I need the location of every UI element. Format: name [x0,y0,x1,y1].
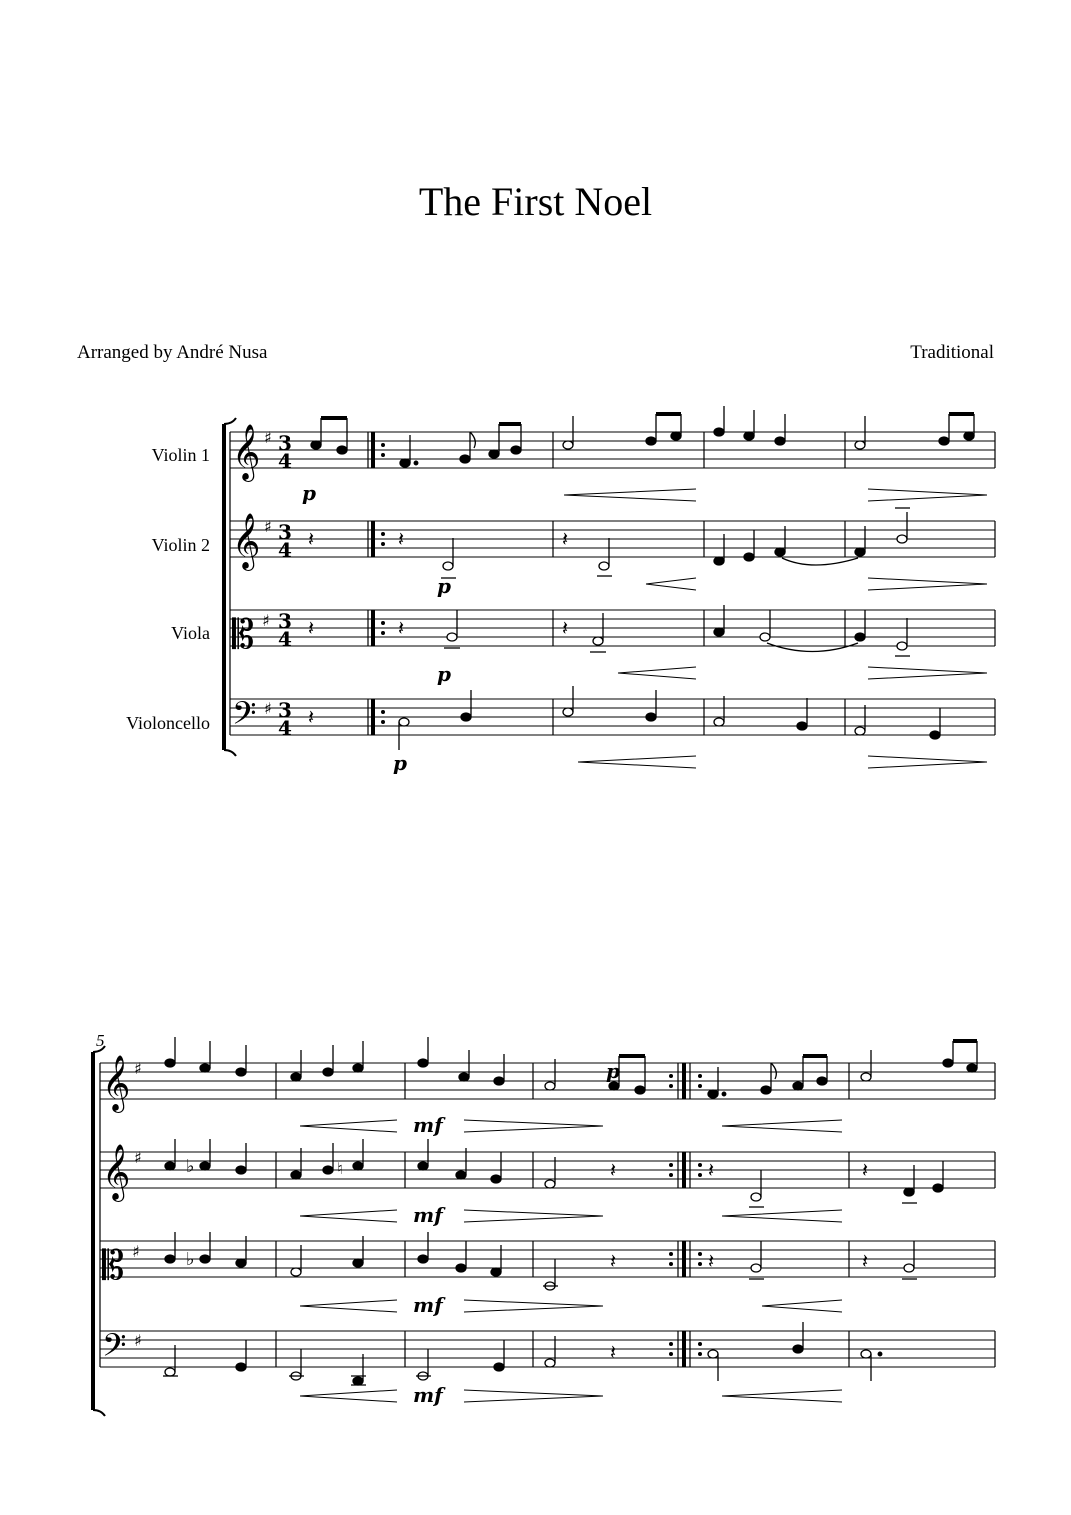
svg-text:♯: ♯ [264,699,272,718]
svg-text:𝄽: 𝄽 [308,705,315,729]
instrument-label-violin1: Violin 1 [151,445,210,465]
svg-text:𝄽: 𝄽 [708,1158,715,1182]
svg-text:𝄽: 𝄽 [308,527,315,551]
dynamic-p: p [302,481,316,505]
svg-text:4: 4 [278,538,292,562]
alto-clef-icon: 𝄡 [232,612,255,658]
arranger-credit: Arranged by André Nusa [77,342,268,363]
treble-clef-icon: 𝄞 [102,1144,131,1200]
svg-text:3: 3 [278,698,292,722]
dynamic-mf: mf [413,1113,443,1137]
svg-text:♮: ♮ [337,1159,343,1178]
svg-text:♯: ♯ [134,1331,142,1350]
svg-text:𝄽: 𝄽 [862,1158,869,1182]
treble-clef-icon: 𝄞 [102,1055,131,1111]
svg-text:𝄽: 𝄽 [562,527,569,551]
svg-text:♯: ♯ [132,1242,140,1261]
svg-text:𝄽: 𝄽 [398,527,405,551]
svg-text:3: 3 [278,431,292,455]
notes-violin2-s1 [308,508,910,578]
instrument-label-violin2: Violin 2 [151,535,210,555]
system-1 [224,406,995,768]
instrument-label-viola: Viola [171,623,210,643]
svg-text:𝄽: 𝄽 [398,616,405,640]
dynamic-mf: mf [413,1203,443,1227]
svg-text:3: 3 [278,609,292,633]
svg-text:3: 3 [278,520,292,544]
svg-text:♭: ♭ [186,1156,195,1177]
measure-number: 5 [96,1031,105,1050]
svg-text:4: 4 [278,716,292,740]
system-2 [93,1037,995,1416]
svg-text:♯: ♯ [134,1148,142,1167]
svg-text:𝄽: 𝄽 [562,616,569,640]
page-title: The First Noel [418,179,653,224]
instrument-label-cello: Violoncello [126,713,210,733]
svg-text:♯: ♯ [264,428,272,447]
svg-text:𝄽: 𝄽 [610,1249,617,1273]
staff-lines-s2 [100,1063,995,1367]
svg-text:♯: ♯ [262,611,270,630]
svg-text:𝄽: 𝄽 [610,1158,617,1182]
svg-text:♭: ♭ [186,1249,195,1270]
svg-text:♯: ♯ [134,1059,142,1078]
svg-text:𝄽: 𝄽 [610,1340,617,1364]
notes-violin1-s1 [311,406,974,467]
svg-text:𝄽: 𝄽 [708,1249,715,1273]
staff-lines-s1 [230,432,995,735]
dynamic-p: p [437,662,451,686]
dynamic-p: p [437,574,451,598]
dynamic-p: p [393,751,407,775]
dynamic-p: p [606,1059,620,1083]
svg-text:4: 4 [278,449,292,473]
bass-clef-icon: 𝄢 [232,695,257,739]
notes-viola-s1 [308,605,910,656]
dynamic-mf: mf [413,1383,443,1407]
dynamic-mf: mf [413,1293,443,1317]
alto-clef-icon: 𝄡 [102,1243,125,1289]
svg-text:4: 4 [278,627,292,651]
treble-clef-icon: 𝄞 [232,424,261,480]
svg-text:♯: ♯ [264,517,272,536]
svg-text:𝄽: 𝄽 [308,616,315,640]
notes-violin1-s2 [165,1037,977,1098]
svg-text:𝄽: 𝄽 [862,1249,869,1273]
composer-credit: Traditional [910,342,994,363]
treble-clef-icon: 𝄞 [232,513,261,569]
bass-clef-icon: 𝄢 [102,1327,127,1371]
notes-violin2-s2 [165,1139,943,1207]
